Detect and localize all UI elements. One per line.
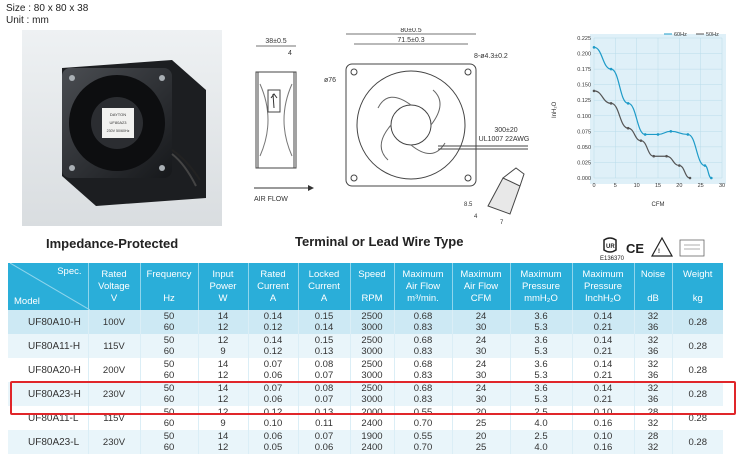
cell-m3 [394, 358, 452, 382]
dim-small-1: 8.5 [464, 202, 473, 208]
size-line: Size : 80 x 80 x 38 [6, 3, 89, 14]
cell-la-value: 0.15 [314, 311, 334, 322]
table-row [8, 430, 723, 454]
header-airflow-m3: Maximum Air Flow m³/min. [394, 263, 452, 310]
series-point [593, 46, 596, 49]
cell-la-value: 0.08 [314, 359, 334, 370]
dim-small-2: 4 [474, 214, 478, 220]
series-point [657, 133, 660, 136]
cell-m3-value: 0.83 [413, 346, 433, 357]
cell-db-value: 36 [647, 370, 659, 381]
header-frequency: Frequency Hz [140, 263, 198, 310]
legend-60hz: 60Hz [674, 32, 687, 38]
cell-w-value: 14 [217, 311, 229, 322]
cell-voltage: 230V [88, 430, 140, 454]
cell-la [298, 310, 350, 334]
cell-hz-value: 50 [163, 359, 175, 370]
cell-la-value: 0.07 [314, 370, 334, 381]
cell-db-value: 32 [647, 335, 659, 346]
cell-a [248, 430, 298, 454]
header-locked-current: Locked Current A [298, 263, 350, 310]
cell-mm-value: 3.6 [534, 359, 548, 370]
cell-rpm [350, 358, 394, 382]
series-point [710, 177, 713, 180]
cell-db-value: 28 [647, 407, 659, 418]
cell-cfm [452, 430, 510, 454]
header-pressure-mm: Maximum Pressure mmH₂O [510, 263, 572, 310]
cell-la [298, 382, 350, 406]
cell-la [298, 334, 350, 358]
cell-la-value: 0.11 [315, 418, 333, 429]
cell-rpm-value: 2400 [361, 442, 383, 453]
cell-a-value: 0.14 [263, 311, 283, 322]
cell-mm [510, 334, 572, 358]
cell-la-value: 0.07 [314, 431, 334, 442]
cert-extra-icon [680, 240, 704, 256]
ce-mark-icon [626, 241, 644, 256]
table-header-row [8, 263, 723, 310]
cell-rpm [350, 334, 394, 358]
cell-mm-value: 2.5 [534, 407, 548, 418]
cell-inch [572, 406, 634, 430]
table-row [8, 358, 723, 382]
cell-mm-value: 3.6 [534, 383, 548, 394]
series-point [687, 133, 690, 136]
header-model: Model [14, 296, 40, 307]
cell-inch [572, 334, 634, 358]
svg-text:!: ! [658, 249, 660, 255]
y-tick-label: 0.025 [577, 160, 591, 167]
cell-cfm-value: 24 [475, 335, 487, 346]
cell-voltage: 230V [88, 382, 140, 406]
cell-a-value: 0.07 [263, 359, 283, 370]
cell-la-value: 0.14 [314, 322, 334, 333]
cell-hz [140, 358, 198, 382]
cell-hz-value: 60 [163, 442, 175, 453]
cell-a-value: 0.06 [263, 431, 283, 442]
cell-db [634, 406, 672, 430]
table-row [8, 334, 723, 358]
cell-mm-value: 3.6 [534, 311, 548, 322]
cell-inch-value: 0.10 [593, 431, 613, 442]
cell-m3 [394, 406, 452, 430]
cell-db [634, 358, 672, 382]
cell-w-value: 9 [220, 346, 226, 357]
cell-weight: 0.28 [672, 358, 723, 382]
cell-m3 [394, 310, 452, 334]
series-point [640, 139, 643, 142]
label-voltage: 230V 50/60Hz [106, 129, 130, 133]
cell-rpm-value: 2500 [361, 383, 383, 394]
cell-inch-value: 0.16 [593, 442, 613, 453]
cell-m3-value: 0.68 [413, 311, 433, 322]
cell-cfm-value: 20 [475, 431, 487, 442]
cell-la-value: 0.13 [314, 346, 334, 357]
ul-code: E136370 [600, 256, 625, 262]
y-tick-label: 0.150 [577, 82, 591, 89]
header-power: Input Power W [198, 263, 248, 310]
cell-model: UF80A23-H [8, 382, 88, 406]
cell-mm-value: 5.3 [534, 370, 548, 381]
cell-model: UF80A10-H [8, 310, 88, 334]
cell-w-value: 14 [217, 431, 229, 442]
fan-photo [22, 30, 222, 226]
cell-model: UF80A11-L [8, 406, 88, 430]
lead-spec: UL1007 22AWG [478, 136, 530, 143]
cell-rpm-value: 2500 [361, 359, 383, 370]
dim-hole-pitch: 71.5±0.3 [397, 37, 425, 44]
cell-a-value: 0.12 [263, 322, 283, 333]
cell-cfm [452, 334, 510, 358]
cell-w-value: 14 [217, 383, 229, 394]
x-tick-label: 0 [592, 183, 596, 189]
cell-la-value: 0.08 [314, 383, 334, 394]
cell-inch-value: 0.10 [593, 407, 613, 418]
cell-cfm-value: 30 [475, 370, 487, 381]
cell-mm-value: 5.3 [534, 346, 548, 357]
cell-cfm-value: 20 [475, 407, 487, 418]
cert-marks [600, 236, 750, 262]
cell-inch-value: 0.21 [593, 394, 613, 405]
cell-rpm-value: 2500 [361, 335, 383, 346]
cell-m3-value: 0.55 [413, 431, 433, 442]
cell-w [198, 430, 248, 454]
cell-cfm-value: 25 [475, 442, 487, 453]
cell-inch-value: 0.21 [593, 322, 613, 333]
cell-w-value: 14 [217, 359, 229, 370]
cell-rpm-value: 3000 [361, 322, 383, 333]
section-title-impedance: Impedance-Protected [46, 236, 179, 251]
cell-db [634, 334, 672, 358]
dim-holes: 8-ø4.3±0.2 [474, 53, 508, 60]
cell-rpm-value: 2000 [361, 407, 383, 418]
cell-mm-value: 4.0 [534, 418, 548, 429]
cell-m3-value: 0.70 [413, 442, 433, 453]
cell-hz-value: 50 [163, 311, 175, 322]
chart-ylabel: InH₂O [552, 101, 558, 118]
cell-cfm [452, 310, 510, 334]
cell-cfm-value: 30 [475, 394, 487, 405]
cell-db [634, 430, 672, 454]
cell-cfm-value: 30 [475, 322, 487, 333]
cell-weight: 0.28 [672, 430, 723, 454]
cell-inch-value: 0.14 [593, 311, 613, 322]
cell-w-value: 12 [217, 335, 229, 346]
cell-m3-value: 0.68 [413, 359, 433, 370]
unit-line: Unit : mm [6, 15, 49, 26]
x-tick-label: 5 [613, 183, 617, 189]
fan-icon [22, 30, 222, 226]
cell-inch [572, 310, 634, 334]
cell-la-value: 0.06 [314, 442, 334, 453]
cell-inch-value: 0.14 [593, 359, 613, 370]
cell-hz [140, 430, 198, 454]
cell-a [248, 310, 298, 334]
cell-inch [572, 430, 634, 454]
cell-weight: 0.28 [672, 310, 723, 334]
cell-hz-value: 60 [163, 394, 175, 405]
y-tick-label: 0.075 [577, 129, 591, 136]
y-tick-label: 0.125 [577, 98, 591, 105]
cell-w [198, 406, 248, 430]
cell-db-value: 32 [647, 311, 659, 322]
x-tick-label: 30 [718, 183, 726, 189]
legend-50hz: 50Hz [706, 32, 719, 38]
section-title-terminal: Terminal or Lead Wire Type [295, 234, 464, 249]
cell-w [198, 382, 248, 406]
performance-chart [546, 28, 742, 230]
cell-w [198, 310, 248, 334]
series-point [704, 164, 707, 167]
cell-w [198, 334, 248, 358]
label-brand: DAYTON [109, 112, 127, 117]
cell-hz-value: 50 [163, 431, 175, 442]
dim-lead-length: 300±20 [494, 127, 518, 134]
cell-la-value: 0.07 [314, 394, 334, 405]
table-row [8, 406, 723, 430]
dim-thickness: 4 [288, 50, 292, 57]
cell-m3-value: 0.55 [413, 407, 433, 418]
header-voltage: Rated Voltage V [88, 263, 140, 310]
cell-mm [510, 430, 572, 454]
cell-w-value: 12 [217, 370, 229, 381]
cell-cfm-value: 24 [475, 383, 487, 394]
cell-inch-value: 0.21 [593, 346, 613, 357]
cell-inch-value: 0.16 [593, 418, 613, 429]
tuv-mark-icon [652, 238, 672, 256]
cell-mm-value: 4.0 [534, 442, 548, 453]
cell-model: UF80A20-H [8, 358, 88, 382]
cell-a-value: 0.10 [263, 418, 283, 429]
series-point [610, 68, 613, 71]
cell-rpm [350, 310, 394, 334]
dimension-drawing [238, 28, 578, 228]
cell-inch-value: 0.14 [593, 383, 613, 394]
cell-m3-value: 0.68 [413, 383, 433, 394]
cell-weight: 0.28 [672, 334, 723, 358]
cell-mm [510, 358, 572, 382]
dim-depth: 38±0.5 [265, 38, 287, 45]
cell-db-value: 32 [647, 442, 659, 453]
cell-a [248, 358, 298, 382]
cell-w-value: 9 [220, 418, 226, 429]
cell-hz [140, 334, 198, 358]
cell-m3-value: 0.68 [413, 335, 433, 346]
cell-hz [140, 310, 198, 334]
svg-text:UR: UR [606, 244, 615, 250]
series-point [593, 90, 596, 93]
y-tick-label: 0.175 [577, 67, 591, 74]
cell-rpm-value: 3000 [361, 370, 383, 381]
cell-voltage: 115V [88, 406, 140, 430]
cell-voltage: 200V [88, 358, 140, 382]
cell-w-value: 12 [217, 407, 229, 418]
cell-hz [140, 382, 198, 406]
cell-voltage: 115V [88, 334, 140, 358]
cell-la-value: 0.13 [314, 407, 334, 418]
cell-rpm [350, 406, 394, 430]
cell-rpm-value: 2400 [361, 418, 383, 429]
series-point [610, 102, 613, 105]
dim-small-3: 7 [500, 220, 504, 226]
cell-cfm [452, 406, 510, 430]
cell-mm [510, 382, 572, 406]
cell-m3 [394, 430, 452, 454]
cell-inch-value: 0.14 [593, 335, 613, 346]
cell-db-value: 32 [647, 418, 659, 429]
spec-table-body [8, 310, 723, 454]
size-info [6, 3, 88, 27]
cell-mm [510, 406, 572, 430]
cell-cfm-value: 25 [475, 418, 487, 429]
x-tick-label: 20 [676, 183, 683, 189]
cell-cfm-value: 24 [475, 311, 487, 322]
y-tick-label: 0.225 [577, 36, 591, 42]
chart-y-ticks [577, 36, 591, 182]
cell-m3-value: 0.83 [413, 394, 433, 405]
y-tick-label: 0.000 [577, 176, 591, 182]
cell-la [298, 358, 350, 382]
cell-hz-value: 60 [163, 418, 175, 429]
cell-w [198, 358, 248, 382]
cell-hz-value: 50 [163, 383, 175, 394]
cell-a [248, 334, 298, 358]
y-tick-label: 0.050 [577, 144, 591, 151]
cell-db-value: 36 [647, 394, 659, 405]
cell-m3-value: 0.83 [413, 370, 433, 381]
header-current: Rated Current A [248, 263, 298, 310]
cell-weight: 0.28 [672, 382, 723, 406]
cell-rpm-value: 3000 [361, 346, 383, 357]
cell-hz [140, 406, 198, 430]
cell-db-value: 36 [647, 346, 659, 357]
header-weight: Weight kg [672, 263, 723, 310]
cell-mm-value: 2.5 [534, 431, 548, 442]
cell-db-value: 32 [647, 383, 659, 394]
series-point [652, 155, 655, 158]
cell-rpm-value: 2500 [361, 311, 383, 322]
header-airflow-cfm: Maximum Air Flow CFM [452, 263, 510, 310]
cell-rpm [350, 382, 394, 406]
cell-la [298, 406, 350, 430]
cell-m3-value: 0.70 [413, 418, 433, 429]
dim-diameter: ø76 [324, 77, 337, 84]
series-point [689, 177, 692, 180]
cell-la [298, 430, 350, 454]
cell-cfm [452, 382, 510, 406]
series-point [678, 164, 681, 167]
cell-rpm-value: 1900 [361, 431, 383, 442]
cell-model: UF80A23-L [8, 430, 88, 454]
cell-mm-value: 3.6 [534, 335, 548, 346]
table-row [8, 382, 723, 406]
cell-a [248, 406, 298, 430]
cell-rpm-value: 3000 [361, 394, 383, 405]
svg-text:CE: CE [626, 241, 645, 256]
cell-inch [572, 358, 634, 382]
cell-db-value: 36 [647, 322, 659, 333]
header-speed: Speed RPM [350, 263, 394, 310]
series-point [665, 155, 668, 158]
cell-mm-value: 5.3 [534, 394, 548, 405]
label-model: UF80A23 [109, 120, 127, 125]
cell-rpm [350, 430, 394, 454]
cell-db [634, 382, 672, 406]
chart-xlabel: CFM [651, 202, 665, 208]
airflow-label: AIR FLOW [254, 196, 288, 203]
cell-w-value: 12 [217, 322, 229, 333]
cell-m3 [394, 382, 452, 406]
cell-hz-value: 60 [163, 322, 175, 333]
cell-hz-value: 50 [163, 335, 175, 346]
x-tick-label: 15 [654, 183, 662, 189]
cell-weight: 0.28 [672, 406, 723, 430]
cell-a-value: 0.12 [263, 407, 283, 418]
cell-db-value: 32 [647, 359, 659, 370]
cell-cfm-value: 30 [475, 346, 487, 357]
x-tick-label: 10 [633, 183, 640, 189]
dim-width: 80±0.5 [400, 28, 422, 34]
cell-voltage: 100V [88, 310, 140, 334]
x-tick-label: 25 [697, 183, 704, 189]
y-tick-label: 0.200 [577, 51, 591, 58]
cell-db [634, 310, 672, 334]
cell-cfm [452, 358, 510, 382]
header-pressure-inch: Maximum Pressure InchH₂O [572, 263, 634, 310]
ul-mark-icon [604, 238, 616, 252]
cell-mm-value: 5.3 [534, 322, 548, 333]
cell-m3 [394, 334, 452, 358]
cell-inch [572, 382, 634, 406]
y-tick-label: 0.100 [577, 113, 591, 120]
header-noise: Noise dB [634, 263, 672, 310]
header-spec: Spec. [57, 266, 82, 277]
series-point [627, 102, 630, 105]
cell-inch-value: 0.21 [593, 370, 613, 381]
series-point [644, 133, 647, 136]
cell-w-value: 12 [217, 394, 229, 405]
spec-table [8, 263, 723, 454]
series-point [670, 130, 673, 133]
cell-w-value: 12 [217, 442, 229, 453]
cell-model: UF80A11-H [8, 334, 88, 358]
cell-cfm-value: 24 [475, 359, 487, 370]
series-point [627, 127, 630, 130]
cell-mm [510, 310, 572, 334]
cell-m3-value: 0.83 [413, 322, 433, 333]
cell-db-value: 28 [647, 431, 659, 442]
header-spec-model [8, 263, 88, 310]
cell-a-value: 0.07 [263, 383, 283, 394]
cell-a-value: 0.14 [263, 335, 283, 346]
cell-a-value: 0.06 [263, 370, 283, 381]
cell-hz-value: 50 [163, 407, 175, 418]
cell-a-value: 0.05 [263, 442, 283, 453]
table-row [8, 310, 723, 334]
cell-hz-value: 60 [163, 346, 175, 357]
cell-a-value: 0.12 [263, 346, 283, 357]
cell-a-value: 0.06 [263, 394, 283, 405]
cell-hz-value: 60 [163, 370, 175, 381]
cell-a [248, 382, 298, 406]
cell-la-value: 0.15 [314, 335, 334, 346]
